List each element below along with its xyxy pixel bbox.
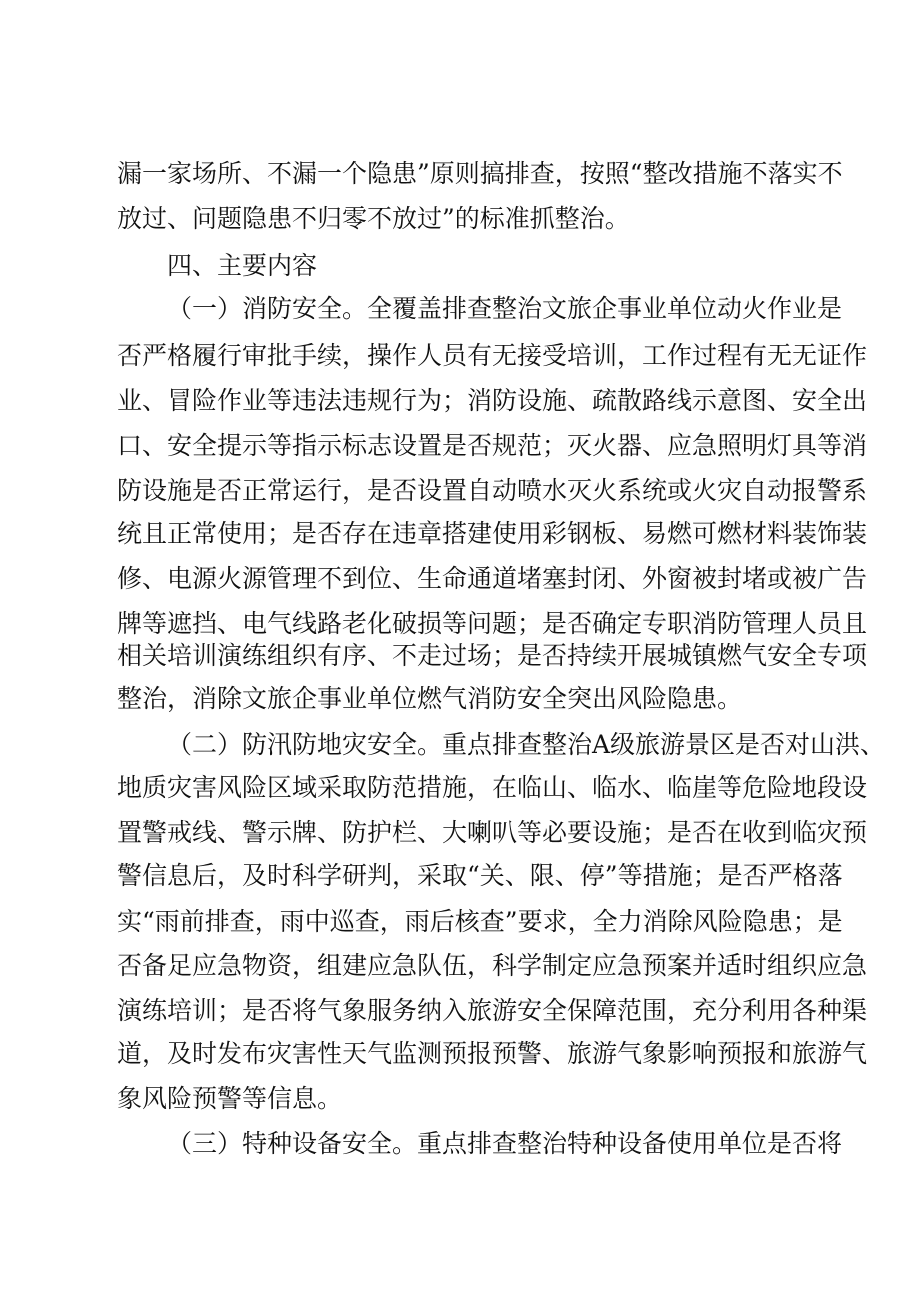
text-line: 统且正常使用；是否存在违章搭建使用彩钢板、易燃可燃材料装饰装 — [117, 519, 868, 548]
text-line: 牌等遮挡、电气线路老化破损等问题；是否确定专职消防管理人员且 — [117, 609, 868, 638]
text-line: 修、电源火源管理不到位、生命通道堵塞封闭、外窗被封堵或被广告 — [117, 564, 868, 593]
text-line: 防设施是否正常运行，是否设置自动喷水灭火系统或火灾自动报警系 — [117, 476, 868, 505]
text-line: 相关培训演练组织有序、不走过场；是否持续开展城镇燃气安全专项 — [117, 641, 868, 670]
text-line: （一）消防安全。全覆盖排查整治文旅企事业单位动火作业是 — [167, 294, 843, 323]
text-line: 象风险预警等信息。 — [117, 1084, 343, 1113]
text-line: 警信息后，及时科学研判，采取“关、限、停”等措施；是否严格落 — [117, 861, 843, 890]
text-line: （三）特种设备安全。重点排查整治特种设备使用单位是否将 — [167, 1129, 843, 1158]
text-line: 否备足应急物资，组建应急队伍，科学制定应急预案并适时组织应急 — [117, 951, 868, 980]
text-line: 业、冒险作业等违法违规行为；消防设施、疏散路线示意图、安全出 — [117, 386, 868, 415]
text-line: （二）防汛防地灾安全。重点排查整治A级旅游景区是否对山洪、 — [167, 730, 886, 759]
text-line: 置警戒线、警示牌、防护栏、大喇叭等必要设施；是否在收到临灾预 — [117, 818, 868, 847]
text-line: 整治，消除文旅企事业单位燃气消防安全突出风险隐患。 — [117, 684, 743, 713]
text-line: 放过、问题隐患不归零不放过”的标准抓整治。 — [117, 204, 630, 233]
text-line: 地质灾害风险区域采取防范措施，在临山、临水、临崖等危险地段设 — [117, 773, 868, 802]
text-line: 实“雨前排查，雨中巡查，雨后核查”要求，全力消除风险隐患；是 — [117, 907, 843, 936]
text-line: 演练培训；是否将气象服务纳入旅游安全保障范围，充分利用各种渠 — [117, 996, 868, 1025]
section-heading: 四、主要内容 — [167, 251, 318, 280]
text-line: 口、安全提示等指示标志设置是否规范；灭火器、应急照明灯具等消 — [117, 431, 868, 460]
text-line: 道，及时发布灾害性天气监测预报预警、旅游气象影响预报和旅游气 — [117, 1039, 868, 1068]
text-line: 漏一家场所、不漏一个隐患”原则搞排查，按照“整改措施不落实不 — [117, 159, 843, 188]
text-line: 否严格履行审批手续，操作人员有无接受培训，工作过程有无无证作 — [117, 341, 868, 370]
